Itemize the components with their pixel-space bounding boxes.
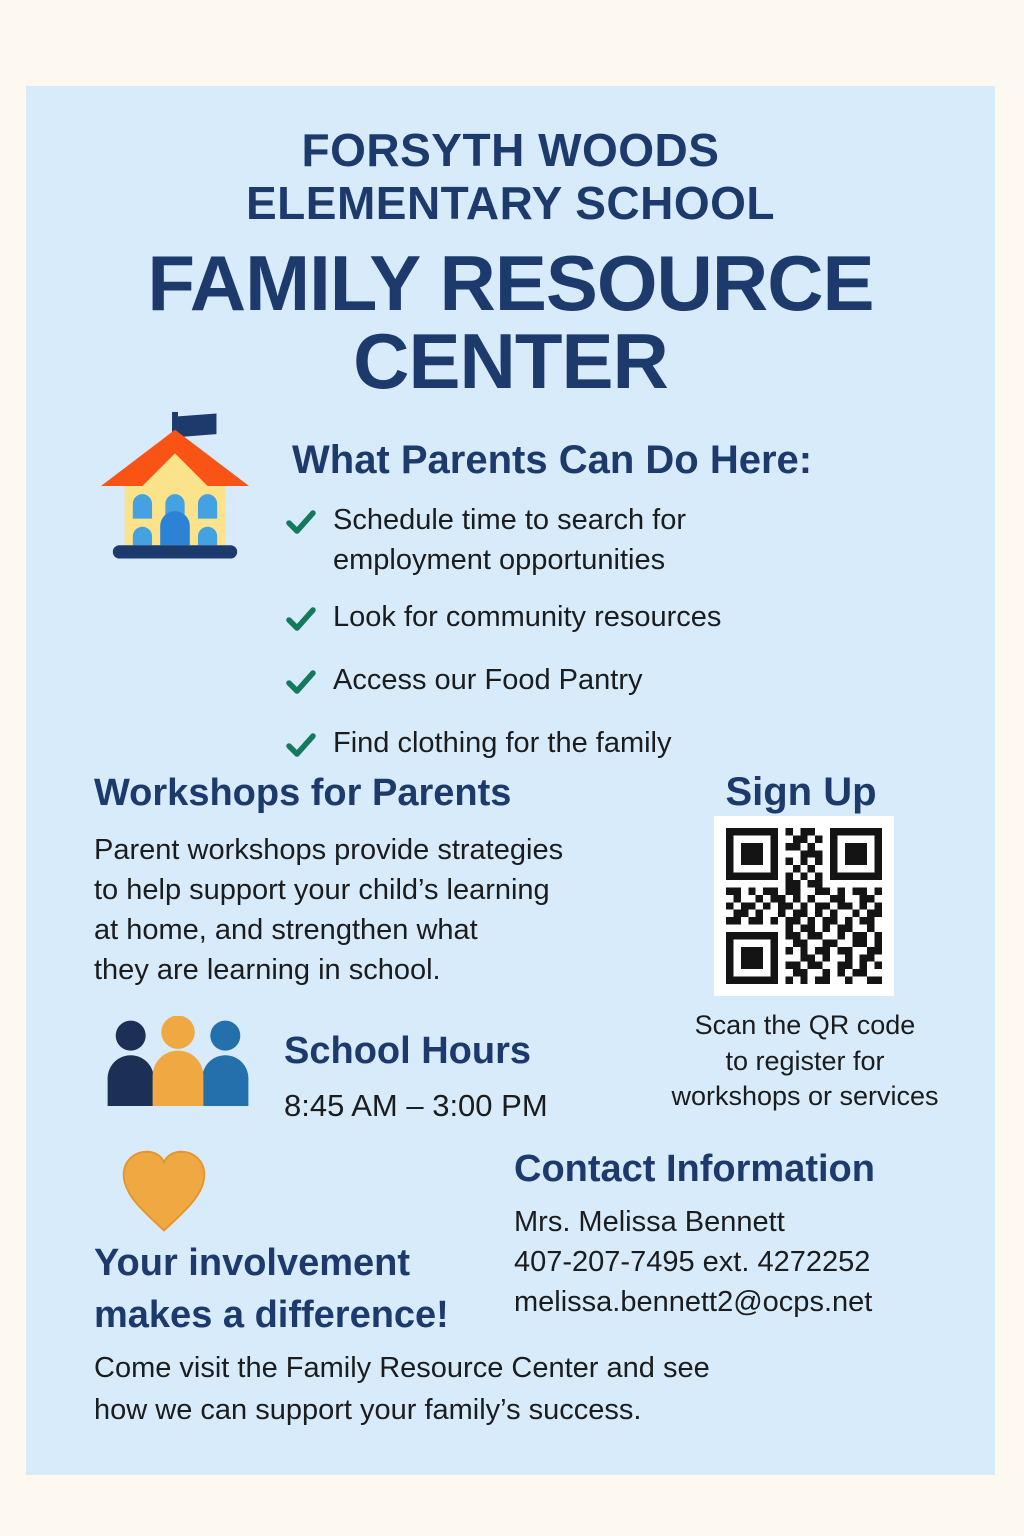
people-group-icon bbox=[102, 1016, 254, 1106]
checklist-item bbox=[286, 660, 806, 706]
school-name bbox=[26, 124, 995, 231]
flyer-card bbox=[26, 86, 995, 1475]
closing-text-line: Come visit the Family Resource Center and see bbox=[94, 1352, 710, 1384]
workshops-body-line: Parent workshops provide strategies bbox=[94, 834, 564, 866]
workshops-body bbox=[94, 830, 674, 990]
closing-text-line: how we can support your family’s success. bbox=[94, 1393, 642, 1426]
qr-code-box bbox=[714, 816, 894, 996]
checklist-item bbox=[286, 723, 806, 769]
checkmark-icon bbox=[286, 603, 316, 643]
involvement-heading-line: makes a difference! bbox=[94, 1293, 449, 1336]
involvement-heading bbox=[94, 1238, 514, 1341]
checklist-item-label: Find clothing for the family bbox=[333, 727, 672, 760]
qr-caption bbox=[630, 1008, 980, 1115]
contact-heading: Contact Information bbox=[514, 1148, 875, 1190]
qr-caption-line: Scan the QR code bbox=[694, 1010, 916, 1040]
checklist-item-label: Look for community resources bbox=[333, 601, 722, 634]
school-name-line2: ELEMENTARY SCHOOL bbox=[245, 177, 775, 230]
workshops-body-line: to help support your child’s learning bbox=[94, 874, 550, 907]
contact-details bbox=[514, 1202, 872, 1322]
checkmark-icon bbox=[286, 729, 316, 769]
qr-caption-line: to register for bbox=[725, 1045, 885, 1076]
contact-name: Mrs. Melissa Bennett bbox=[514, 1206, 785, 1238]
checklist-item bbox=[286, 597, 806, 643]
school-hours-time: 8:45 AM – 3:00 PM bbox=[284, 1088, 548, 1123]
contact-email: melissa.bennett2@ocps.net bbox=[514, 1286, 873, 1319]
what-parents-checklist bbox=[286, 500, 806, 769]
contact-phone: 407-207-7495 ext. 4272252 bbox=[514, 1246, 871, 1279]
school-name-line1: FORSYTH WOODS bbox=[301, 124, 720, 176]
checklist-item-label: Access our Food Pantry bbox=[333, 664, 643, 697]
page-title bbox=[26, 239, 995, 405]
closing-text bbox=[94, 1348, 834, 1432]
checkmark-icon bbox=[286, 506, 316, 546]
workshops-body-line: at home, and strengthen what bbox=[94, 914, 478, 947]
page-title-line2: CENTER bbox=[353, 317, 668, 405]
involvement-heading-line: Your involvement bbox=[94, 1242, 411, 1284]
workshops-heading: Workshops for Parents bbox=[94, 772, 512, 814]
checkmark-icon bbox=[286, 666, 316, 706]
checklist-item bbox=[286, 500, 806, 580]
qr-caption-line: workshops or services bbox=[671, 1081, 939, 1112]
workshops-body-line: they are learning in school. bbox=[94, 954, 441, 987]
school-hours-heading: School Hours bbox=[284, 1030, 532, 1072]
qr-code bbox=[726, 828, 882, 984]
school-building-icon bbox=[98, 410, 252, 562]
what-parents-heading: What Parents Can Do Here: bbox=[292, 438, 813, 482]
sign-up-heading: Sign Up bbox=[725, 770, 877, 814]
heart-icon bbox=[116, 1146, 212, 1238]
checklist-item-label: Schedule time to search for employment opportunities bbox=[333, 504, 687, 577]
page-title-line1: FAMILY RESOURCE bbox=[147, 239, 874, 327]
